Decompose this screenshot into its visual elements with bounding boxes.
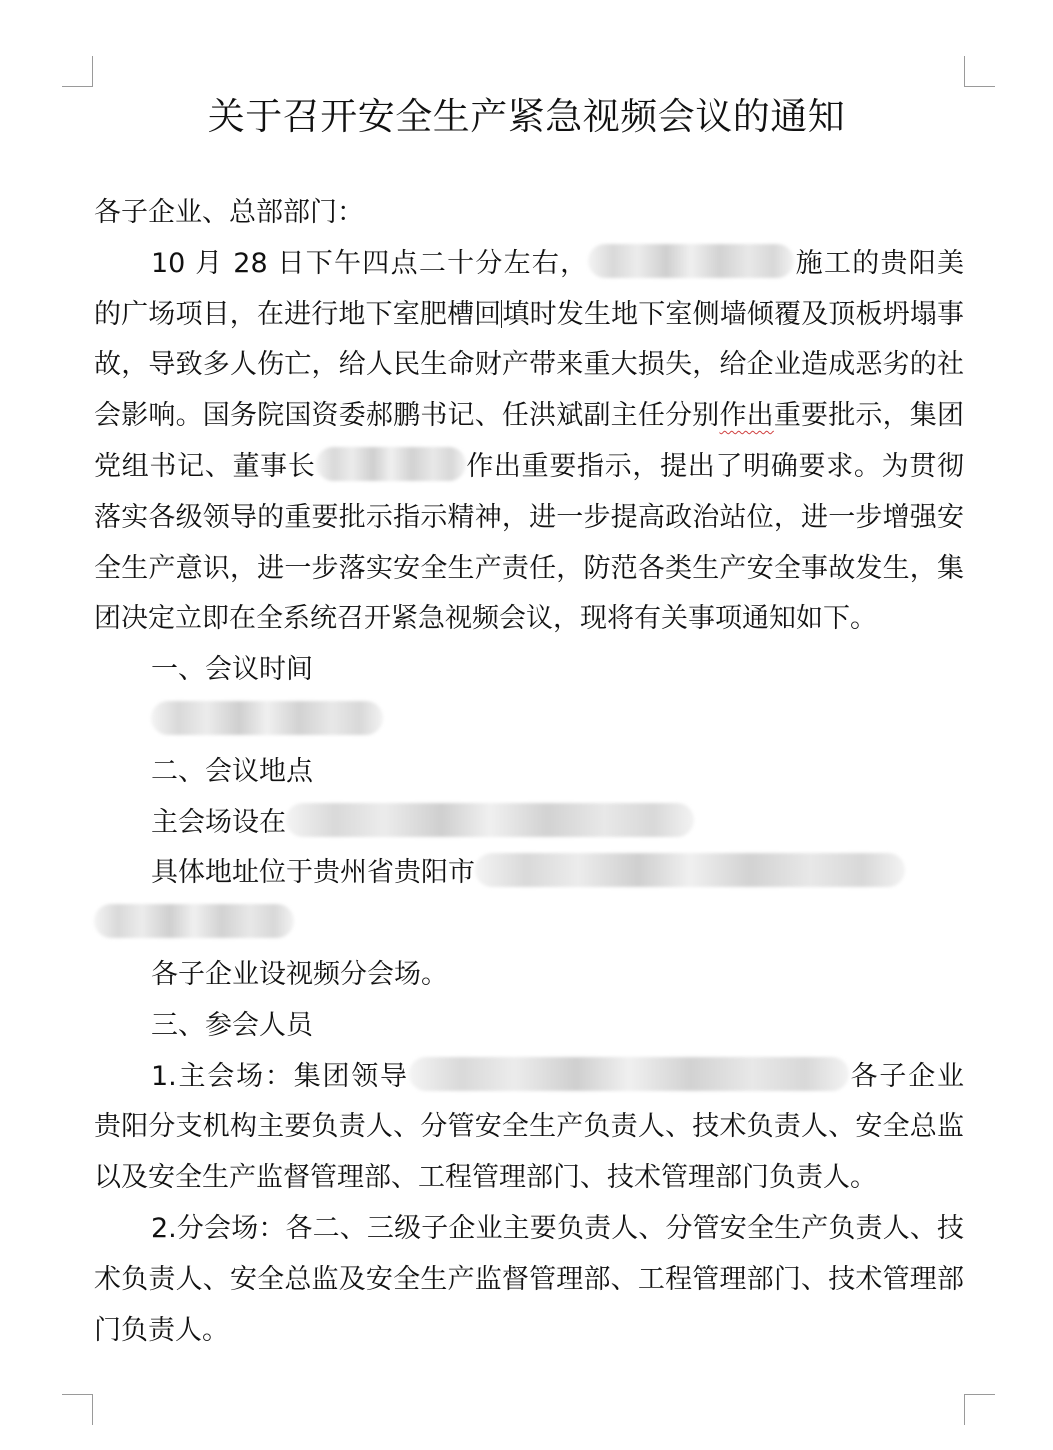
intro-text-1: 10 月 28 日下午四点二十分左右， bbox=[151, 247, 589, 279]
intro-text-2a: 施工的贵阳美的广场项目，在进行地下室肥槽回 bbox=[94, 247, 965, 330]
redacted-chairman-name bbox=[316, 447, 466, 481]
document-body bbox=[94, 188, 964, 1356]
intro-paragraph bbox=[94, 239, 964, 645]
page-corner-mark-top-left bbox=[62, 56, 93, 87]
salutation: 各子企业、总部部门： bbox=[94, 197, 364, 228]
attendees-main-venue bbox=[94, 1052, 964, 1204]
address-continuation-line bbox=[94, 899, 964, 950]
attendees-main-prefix: 1.主会场：集团领导 bbox=[151, 1060, 409, 1092]
main-venue-prefix: 主会场设在 bbox=[151, 806, 286, 838]
redacted-address-continued bbox=[94, 904, 294, 938]
redacted-address bbox=[475, 853, 905, 887]
redacted-company-name bbox=[588, 244, 794, 278]
intro-text-2b: 填时发生地下室侧墙倾覆及顶板坍塌事故，导致多人伤亡，给人民生命财产带来重大损失，给企业造成恶劣的社会影响。国务院国资委郝鹏书记、任洪斌副主任分别 bbox=[94, 298, 964, 432]
redacted-meeting-time bbox=[151, 701, 383, 735]
section3-heading: 三、参会人员 bbox=[151, 1009, 313, 1041]
attendees-main-rest: 各子企业贵阳分支机构主要负责人、分管安全生产负责人、技术负责人、安全总监以及安全生产监督管理部、工程管理部门、技术管理部门负责人。 bbox=[94, 1060, 965, 1194]
redacted-leader-names bbox=[409, 1057, 849, 1091]
spellcheck-underlined-text: 作出 bbox=[719, 400, 774, 432]
attendees-branch-venue: 2.分会场：各二、三级子企业主要负责人、分管安全生产负责人、技术负责人、安全总监及安全生产监督管理部、工程管理部门、技术管理部门负责人。 bbox=[94, 1212, 964, 1346]
intro-text-4: 作出重要指示，提出了明确要求。为贯彻落实各级领导的重要批示指示精神，进一步提高政治站位，进一步增强安全生产意识，进一步落实安全生产责任，防范各类生产安全事故发生，集团决定立即在全系统召开紧急视频会议，现将有关事项通知如下。 bbox=[94, 450, 965, 635]
redacted-main-venue bbox=[286, 803, 694, 837]
intro-text-3: 重要批示，集团党组书记、董事长 bbox=[94, 400, 965, 482]
branch-venue: 各子企业设视频分会场。 bbox=[151, 958, 448, 990]
page-corner-mark-bottom-left bbox=[62, 1394, 93, 1425]
main-venue-line bbox=[94, 798, 964, 849]
section1-time-line bbox=[94, 696, 964, 747]
address-line bbox=[94, 848, 964, 899]
section1-heading: 一、会议时间 bbox=[151, 654, 313, 686]
page-corner-mark-top-right bbox=[964, 56, 995, 87]
section2-heading: 二、会议地点 bbox=[151, 755, 313, 787]
page-corner-mark-bottom-right bbox=[964, 1394, 995, 1425]
document-title: 关于召开安全生产紧急视频会议的通知 bbox=[207, 95, 846, 138]
address-prefix: 具体地址位于贵州省贵阳市 bbox=[151, 857, 475, 889]
